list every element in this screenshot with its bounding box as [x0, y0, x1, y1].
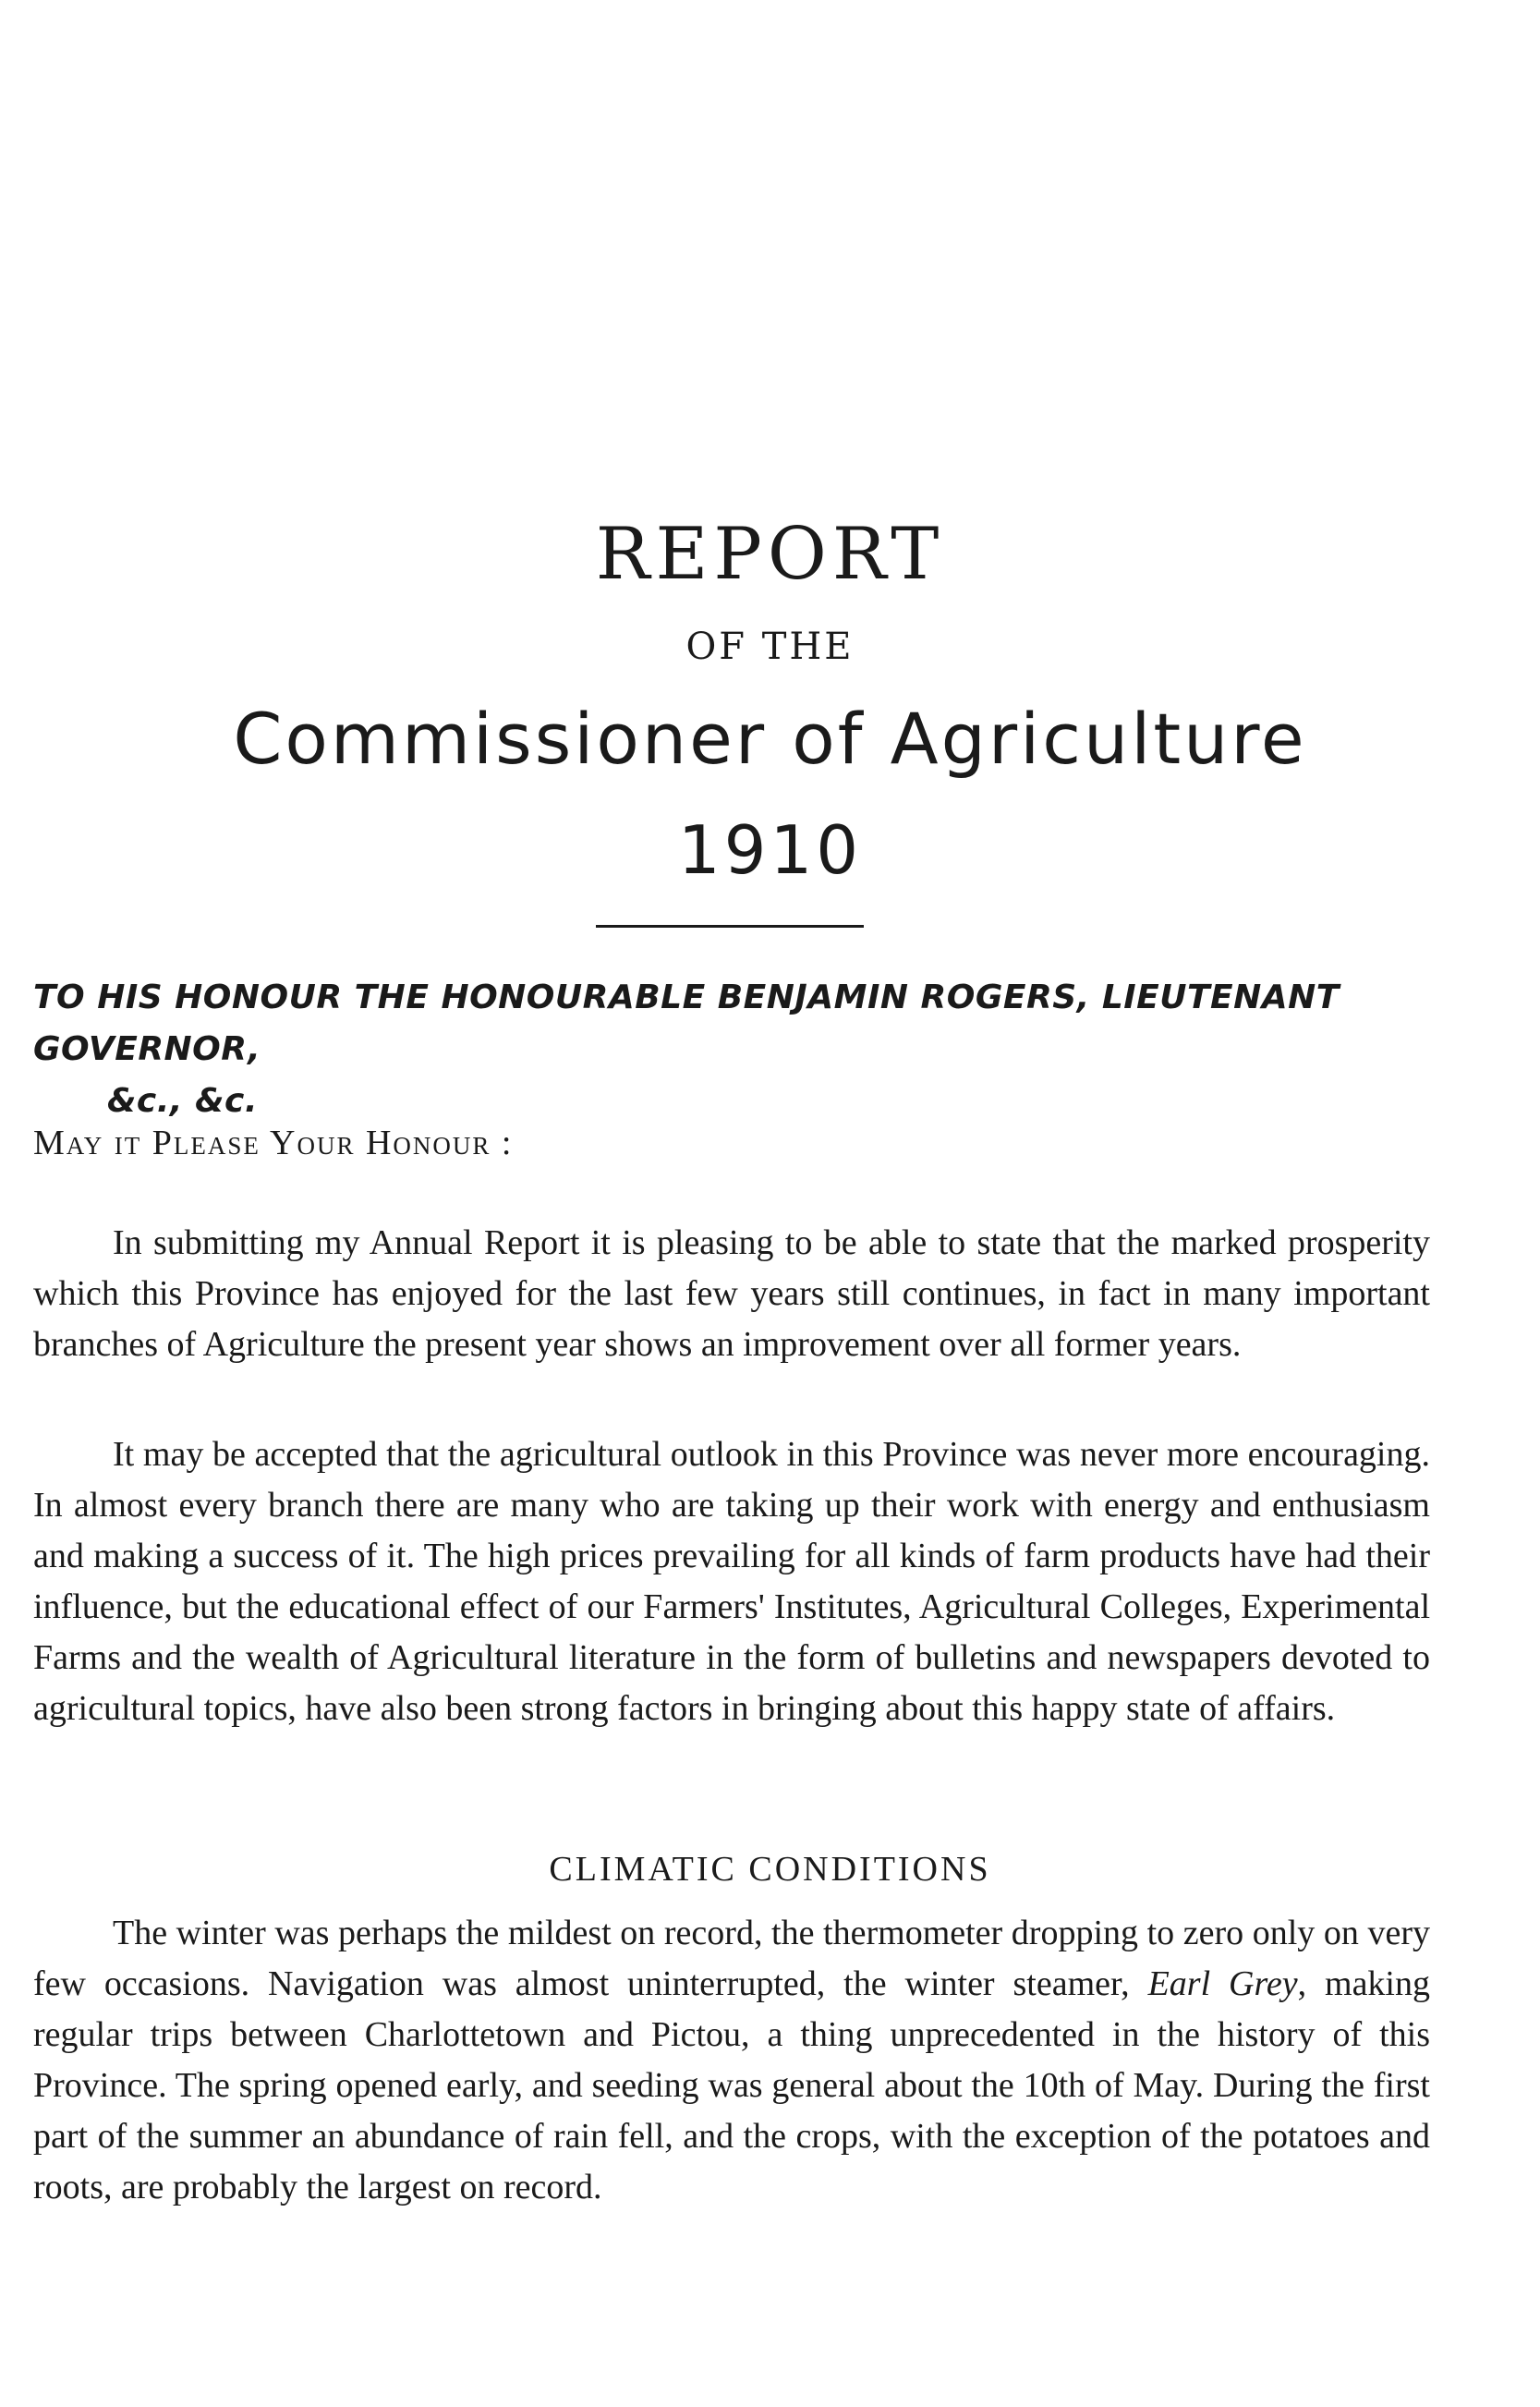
address-line-2: &c., &c.	[107, 1082, 259, 1120]
section-heading-climatic-conditions: CLIMATIC CONDITIONS	[549, 1850, 991, 1889]
commissioner-title: Commissioner of Agriculture	[233, 698, 1307, 780]
climate-text-end: , making regular trips between Charlottetown and Pictou, a thing unprecedented in the history of this Province. The spring opened early, and seeding was general about the 10th of May. During the first part of the summer an abundance of rain fell, and the crops, with the exception of the potatoes and roots, are probably the largest on record.	[33, 1964, 1430, 2206]
of-the-subtitle: OF THE	[685, 626, 855, 668]
salutation: May it Please Your Honour :	[33, 1124, 514, 1162]
paragraph-text: In submitting my Annual Report it is pleasing to be able to state that the marked prosperity which this Province has enjoyed for the last few years still continues, in fact in many important branches of Agriculture the present year shows an improvement over all former years.	[33, 1223, 1430, 1364]
ship-name: Earl Grey	[1147, 1964, 1298, 2003]
dedication-address	[33, 972, 1511, 1127]
paragraph-text	[33, 1908, 1430, 2213]
title-divider	[596, 925, 864, 928]
climate-text-start: The winter was perhaps the mildest on record, the thermometer dropping to zero only on very few occasions. Navigation was almost uninterrupted, the winter steamer,	[33, 1914, 1430, 2003]
paragraph-1	[33, 1218, 1430, 1370]
report-year: 1910	[677, 811, 863, 889]
paragraph-climate	[33, 1908, 1430, 2213]
report-title: REPORT	[595, 513, 945, 596]
paragraph-text: It may be accepted that the agricultural outlook in this Province was never more encouraging. In almost every branch there are many who are taking up their work with energy and enthusiasm and making a success of it. The high prices prevailing for all kinds of farm products have had their influence, but the educational effect of our Farmers' Institutes, Agricultural Colleges, Experimental Farms and the wealth of Agricultural literature in the form of bulletins and newspapers devoted to agricultural topics, have also been strong factors in bringing about this happy state of affairs.	[33, 1435, 1430, 1728]
paragraph-2	[33, 1429, 1430, 1734]
address-line-1: TO HIS HONOUR THE HONOURABLE BENJAMIN ROGERS, LIEUTENANT GOVERNOR,	[33, 979, 1340, 1068]
